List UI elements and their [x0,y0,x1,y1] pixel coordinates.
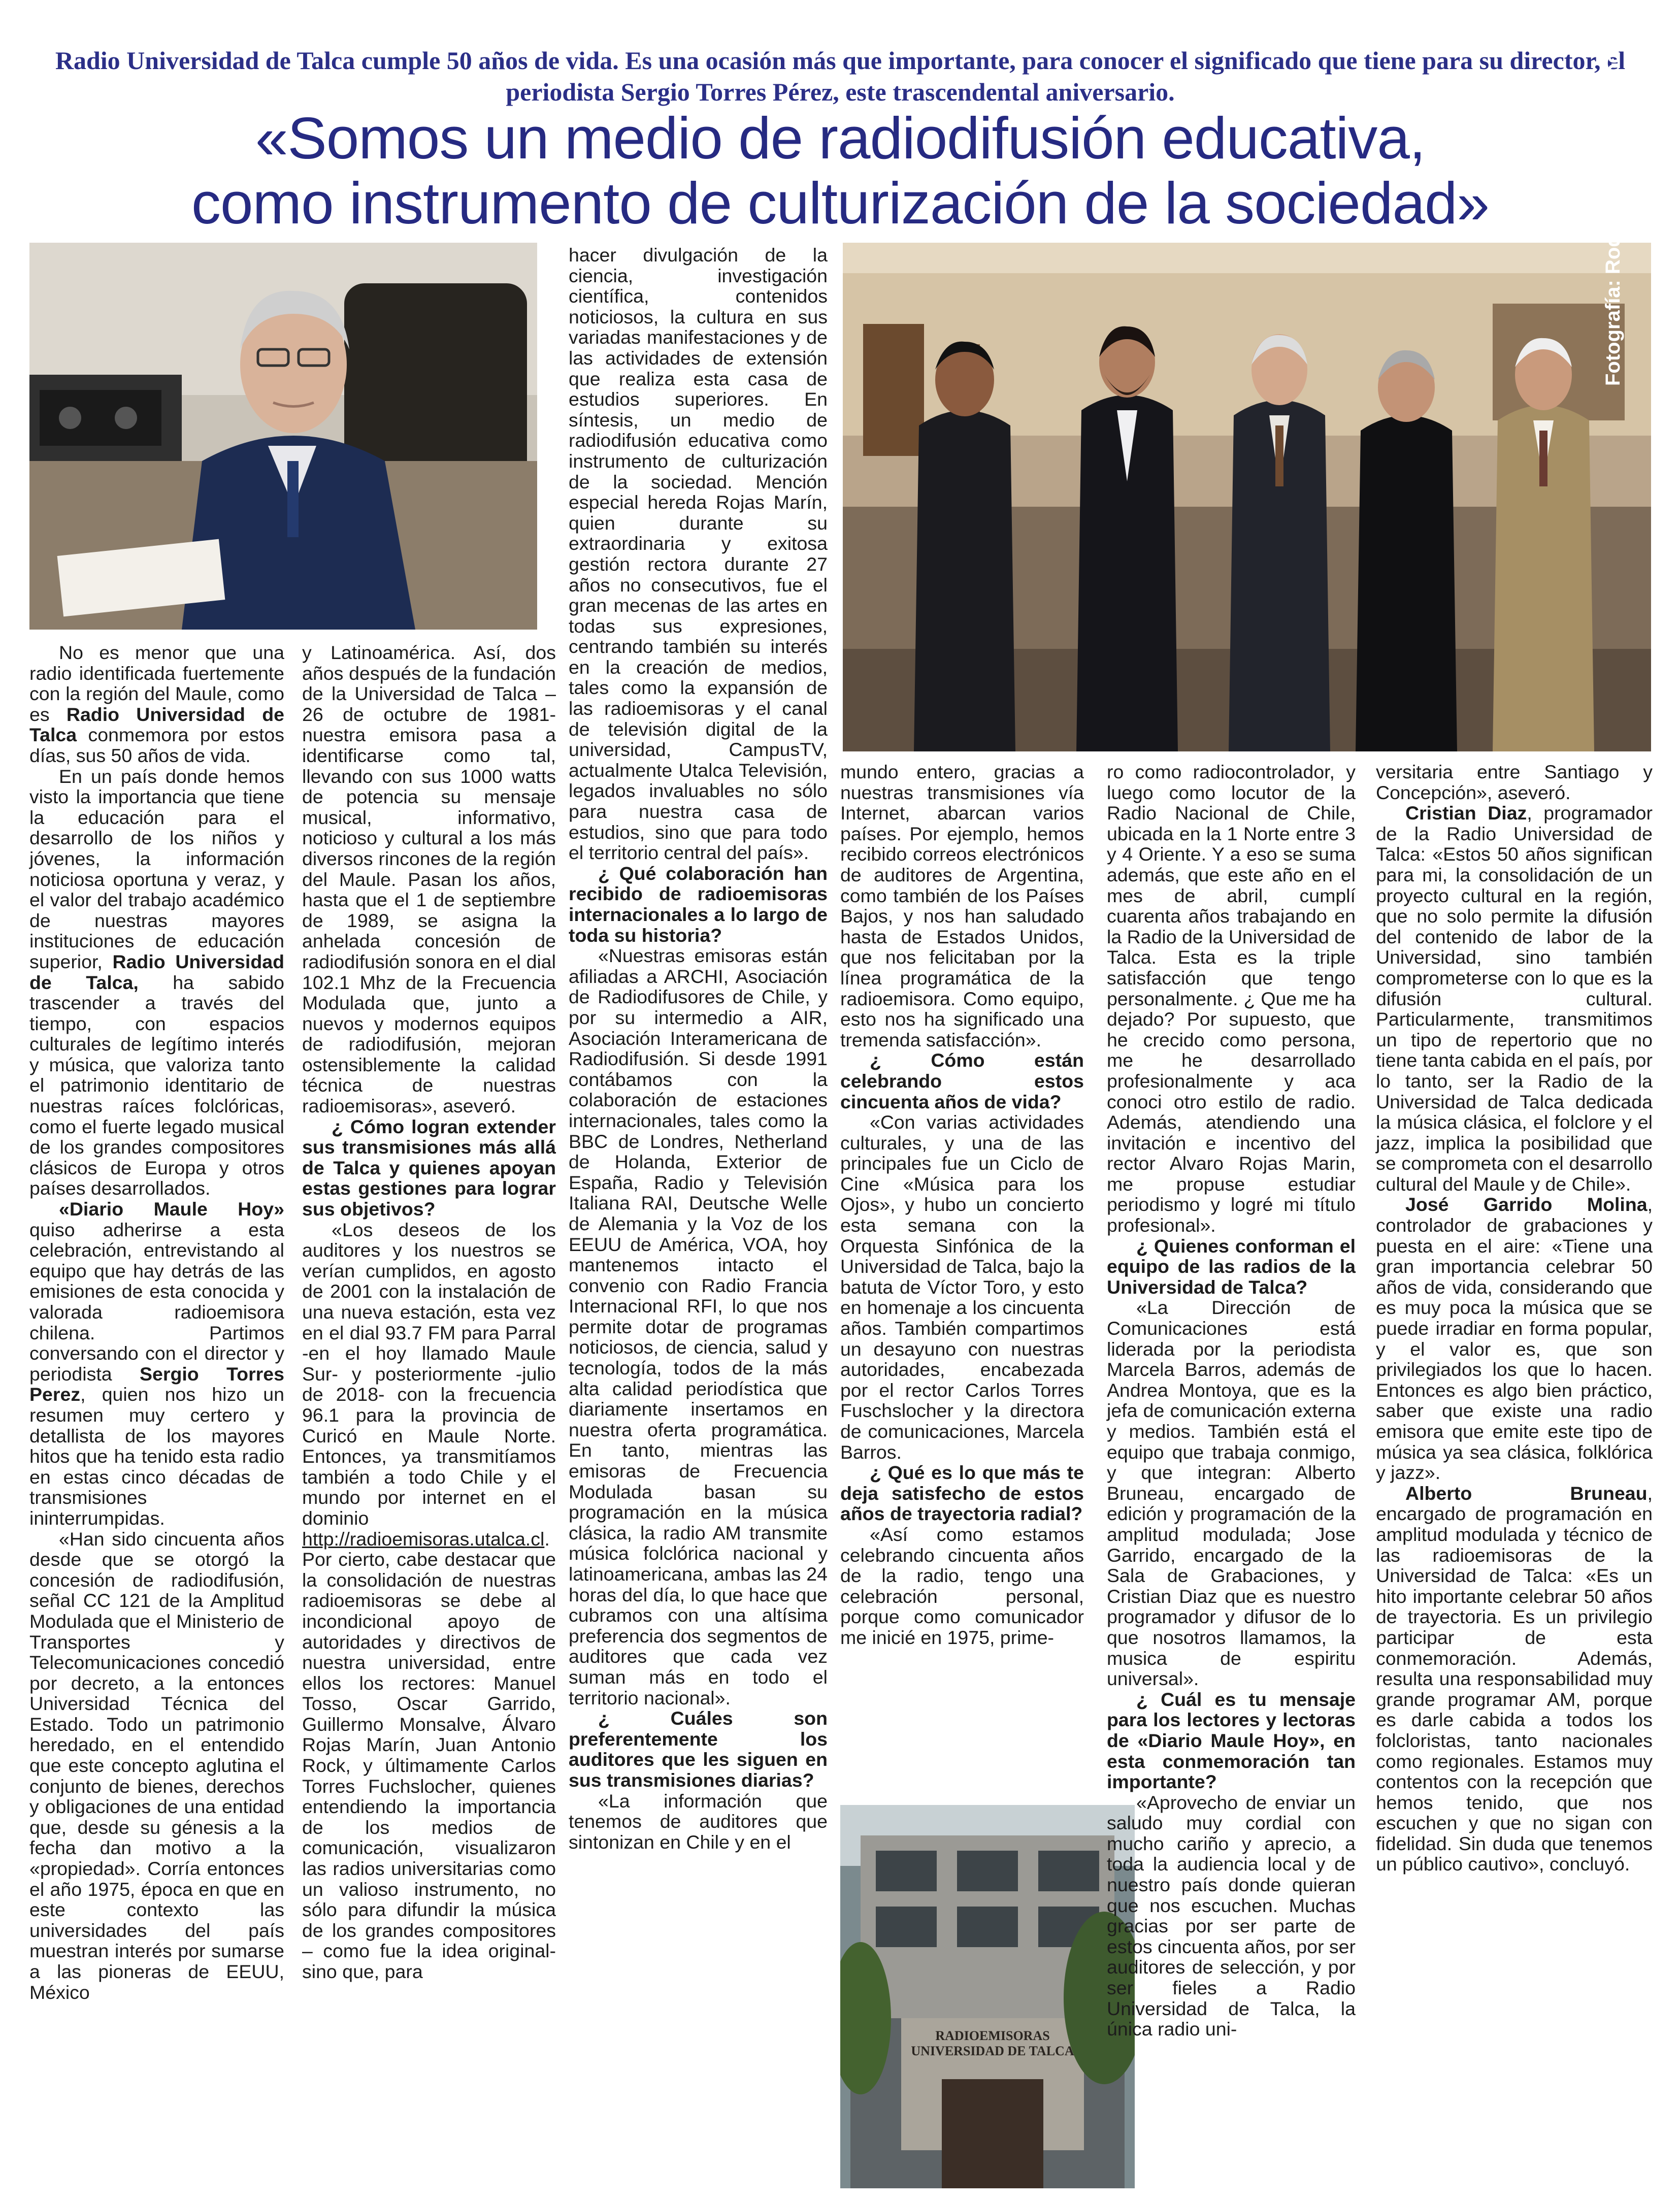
text: , quien nos hizo un resumen muy certero y detallista de los mayores hitos que ha tenido esta radio en estas cinco décadas de transmisiones ininterrumpidas. [29,1384,284,1529]
text: ha sabido trascender a través del tiempo, con espacios culturales de legítimo interés y música, que valoriza tanto el patrimonio identitario de nuestras raíces folclóricas, como el fuerte legado musical de los grandes compositores clásicos de Europa y otros países desarrollados. [29,971,284,1199]
column-4 [840,762,1084,1648]
col4-question-1: ¿ Cómo están celebrando estos cincuenta años de vida? [840,1049,1084,1112]
col1-paragraph-1 [29,642,284,766]
photo-credit: Fotografía: Rodrigo Tapia Hernández [1602,29,1624,386]
building-sign-line-1: RADIOEMISORAS [935,2028,1050,2043]
emphasis: «Diario Maule Hoy» [59,1198,284,1220]
col5-paragraph-1: ro como radiocontrolador, y luego como locutor de la Radio Nacional de Chile, ubicada en la 1 Norte entre 3 y 4 Oriente. Y a eso se suma además, que este año en el mes de abril, cumplí cuarenta años trabajando en la Radio de la Universidad de Talca. Esta es la triple satisfacción que tengo personalmente. ¿ Que me ha dejado? Por supuesto, que he crecido como persona, me he desarrollado profesionalmente y aca conoci otro estilo de radio. Además, atendiendo una invitación e incentivo del rector Alvaro Rojas Marin, me propuse estudiar periodismo y logré mi título profesional». [1107,761,1356,1236]
col6-paragraph-3 [1376,1194,1653,1483]
col3-paragraph-3: «La información que tenemos de auditores que sintonizan en Chile y en el [569,1790,828,1853]
col4-question-2: ¿ Qué es lo que más te deja satisfecho de estos años de trayectoria radial? [840,1462,1084,1525]
col4-paragraph-1: mundo entero, gracias a nuestras transmisiones vía Internet, abarcan varios países. Por ejemplo, hemos recibido correos electrónicos de auditores de Argentina, como también de los Países Bajos, y nos han saludado hasta de Estados Unidos, que nos felicitaban por la línea programática de la radioemisora. Como equipo, esto nos ha significado una tremenda satisfacción». [840,761,1084,1050]
col6-paragraph-2 [1376,803,1653,1194]
col5-paragraph-3: «Aprovecho de enviar un saludo muy cordial con mucho cariño y aprecio, a toda la audiencia local y de nuestro país donde quieran que nos escuchen. Muchas gracias por ser parte de estos cincuenta años, por ser auditores de selección, y por ser fieles a Radio Universidad de Talca, la única radio uni- [1107,1791,1356,2040]
col3-paragraph-1: hacer divulgación de la ciencia, investigación científica, contenidos noticiosos, la cultura en sus variadas manifestaciones y de las actividades de extensión que realiza esta casa de estudios superiores. En síntesis, un medio de radiodifusión educativa como instrumento de culturización de la sociedad. Mención especial hereda Rojas Marín, quien durante su extraordinaria y exitosa gestión rectora durante 27 años no consecutivos, fue el gran mecenas de las artes en todas sus expresiones, centrando también su interés en la creación de medios, tales como la expansión de las radioemisoras y el canal de televisión digital de la universidad, CampusTV, actualmente Utalca Televisión, legados invaluables no sólo para nuestra casa de estudios, sino que para todo el territorio central del país». [569,244,828,864]
col5-paragraph-2: «La Dirección de Comunicaciones está liderada por la periodista Marcela Barros, además de Andrea Montoya, que es la jefa de comunicación externa y medios. También está el equipo que trabaja conmigo, y que integran: Alberto Bruneau, encargado de edición y programación de la amplitud modulada; Jose Garrido, encargado de la Sala de Grabaciones, y Cristian Diaz que es nuestro programador y difusor de lo que nosotros llamamos, la musica de espiritu universal». [1107,1297,1356,1690]
text: , programador de la Radio Universidad de Talca: «Estos 50 años significan para mi, la consolidación de un proyecto cultural en la región, que no solo permite la difusión del contenido de labor de la Universidad, sino también comprometerse con lo que es la difusión cultural. Particularmente, transmitimos un tipo de repertorio que no tiene tanta cabida en el país, por lo tanto, ser la Radio de la Universidad de Talca dedicada la música clásica, el folclore y el jazz, implica la posibilidad que se comprometa con el desarrollo cultural del Maule y de Chile». [1376,802,1653,1195]
group-photo [843,243,1651,751]
headline-line-1: «Somos un medio de radiodifusión educativa, [255,105,1426,171]
col6-paragraph-4 [1376,1483,1653,1875]
col4-paragraph-3: «Así como estamos celebrando cincuenta años de la radio, tengo una celebración personal, porque como comunicador me inicié en 1975, prime- [840,1523,1084,1648]
text: «Los deseos de los auditores y los nuestros se verían cumplidos, en agosto de 2001 con la instalación de una nueva estación, esta vez en el dial 93.7 FM para Parral -en el hoy llamado Maule Sur- y posteriormente -julio de 2018- con la frecuencia 96.1 para la provincia de Curicó en Maule Norte. Entonces, ya transmitíamos también a todo Chile y el mundo por internet en el dominio [302,1219,556,1529]
text: , controlador de grabaciones y puesta en el aire: «Tiene una gran importancia celebrar 50 años de vida, considerando que es muy poca la música que se puede irradiar en forma popular, y el valor es, que son privilegiados los que lo hacen. Entonces es algo bien práctico, saber que existe una radio emisora que emite este tipo de música ya sea clásica, folklórica y jazz». [1376,1194,1653,1484]
col1-paragraph-2 [29,766,284,1199]
col6-paragraph-1: versitaria entre Santiago y Concepción», aseveró. [1376,761,1653,803]
column-1 [29,642,284,2002]
emphasis: Radio Universidad de Talca, [29,950,284,993]
emphasis: Radio Universidad de Talca [29,703,284,746]
headline-line-2: como instrumento de culturización de la sociedad» [191,170,1489,236]
col2-paragraph-1: y Latinoamérica. Así, dos años después de la fundación de la Universidad de Talca – 26 de octubre de 1981- nuestra emisora pasa a identificarse como tal, llevando con sus 1000 watts de potencia su mensaje musical, informativo, noticioso y cultural a los más diversos rincones de la región del Maule. Pasan los años, hasta que el 1 de septiembre de 1989, se asigna la anhelada concesión de radiodifusión sonora en el dial 102.1 Mhz de la Frecuencia Modulada que, junto a nuevos y modernos equipos de radiodifusión, mejoran ostensiblemente la calidad técnica de nuestras radioemisoras», aseveró. [302,642,556,1117]
column-5 [1107,762,1356,2040]
director-photo-illustration [29,243,537,630]
group-photo-illustration [843,243,1651,751]
emphasis: Cristian Diaz [1405,802,1527,824]
text: , encargado de programación en amplitud modulada y técnico de las radioemisoras de la Universidad de Talca: «Es un hito importante celebrar 50 años de trayectoria. Es un privilegio participar de esta conmemoración. Además, resulta una responsabilidad muy grande programar AM, porque es darle cabida a todos los folcloristas, tanto nacionales como regionales. Estamos muy contentos con la recepción que hemos tenido, que nos escuchen y que no sigan con fidelidad. Sin duda que tenemos un público cautivo», concluyó. [1376,1482,1653,1875]
column-6 [1376,762,1653,1875]
article-kicker: Radio Universidad de Talca cumple 50 años de vida. Es una ocasión más que importante, para conocer el significado que tiene para su director, el periodista Sergio Torres Pérez, este trascendental aniversario. [55,46,1626,106]
col1-paragraph-4: «Han sido cincuenta años desde que se otorgó la concesión de radiodifusión, señal CC 121 de la Amplitud Modulada que el Ministerio de Transportes y Telecomunicaciones concedió por decreto, a la entonces Universidad Técnica del Estado. Todo un patrimonio heredado, en el entendido que este concepto aglutina el conjunto de bienes, derechos y obligaciones de una entidad que, desde su génesis a la fecha dan motivo a la «propiedad». Corría entonces el año 1975, época en que en este contexto las universidades del país muestran interés por sumarse a las pioneras de EEUU, México [29,1528,284,2003]
col2-question-1: ¿ Cómo logran extender sus transmisiones más allá de Talca y quienes apoyan estas gestiones para lograr sus objetivos? [302,1115,556,1220]
building-sign [901,2028,1084,2059]
text: No es menor que una radio identificada fuertemente con la región del Maule, como es [29,642,284,725]
col5-question-2: ¿ Cuál es tu mensaje para los lectores y lectoras de «Diario Maule Hoy», en esta conmemoración tan importante? [1107,1688,1356,1793]
emphasis: Sergio Torres Perez [29,1363,284,1405]
column-2 [302,642,556,1982]
col3-paragraph-2: «Nuestras emisoras están afiliadas a ARCHI, Asociación de Radiodifusores de Chile, y por su intermedio a AIR, Asociación Interamericana de Radiodifusión. Si desde 1991 contábamos con la colaboración de estaciones internacionales, tales como la BBC de Londres, Netherland de Holanda, Exterior de España, Radio y Televisión Italiana RAI, Deutsche Welle de Alemania y la Voz de los EEUU de América, VOA, hoy mantenemos intacto el convenio con Radio Francia Internacional RFI, lo que nos permite dotar de programas noticiosos, de ciencia, salud y tecnología, todos de la más alta calidad periodística que diariamente insertamos en nuestra oferta programática. En tanto, mientras las emisoras de Frecuencia Modulada basan su programación en la música clásica, la radio AM transmite música folclórica nacional y latinoamericana, ambas las 24 horas del día, lo que hace que cubramos con una altísima preferencia dos segmentos de auditores que cada vez suman más en todo el territorio nacional». [569,945,828,1709]
building-photo-illustration [840,1805,1135,2188]
col2-paragraph-2 [302,1220,556,1982]
emphasis: Alberto Bruneau [1405,1482,1648,1504]
col1-paragraph-3 [29,1199,284,1529]
col4-paragraph-2: «Con varias actividades culturales, y una de las principales fue un Ciclo de Cine «Música para los Ojos», y hubo un concierto esta semana con la Orquesta Sinfónica de la Universidad de Talca, bajo la batuta de Víctor Toro, y esto en homenaje a los cincuenta años. También compartimos un desayuno con nuestras autoridades, encabezada por el rector Carlos Torres Fuschslocher y la directora de comunicaciones, Marcela Barros. [840,1111,1084,1463]
col3-question-2: ¿ Cuáles son preferentemente los auditores que les siguen en sus transmisiones diarias? [569,1707,828,1791]
column-3 [569,245,828,1852]
text: En un país donde hemos visto la importancia que tiene la educación para el desarrollo de los niños y jóvenes, la información noticiosa oportuna y veraz, y el valor del trabajo académico de nuestras mayores instituciones de educación superior, [29,765,284,972]
text: . Por cierto, cabe destacar que la consolidación de nuestras radioemisoras se debe al incondicional apoyo de autoridades y directivos de nuestra universidad, entre ellos los rectores: Manuel Tosso, Oscar Garrido, Guillermo Monsalve, Álvaro Rojas Marín, Juan Antonio Rock, y últimamente Carlos Torres Fuchslocher, quienes entendiendo la importancia de los medios de comunicación, visualizaron las radios universitarias como un valioso instrumento, no sólo para difundir la música de los grandes compositores – como fue la idea original- sino que, para [302,1528,556,1982]
col3-question-1: ¿ Qué colaboración han recibido de radioemisoras internacionales a lo largo de toda su historia? [569,862,828,946]
building-photo [840,1805,1135,2188]
director-photo [29,243,537,630]
building-sign-line-2: UNIVERSIDAD DE TALCA [911,2044,1074,2058]
text: quiso adherirse a esta celebración, entrevistando al equipo que hay detrás de las emisiones de esta conocida y valorada radioemisora chilena. Partimos conversando con el director y periodista [29,1219,284,1385]
col5-question-1: ¿ Quienes conforman el equipo de las radios de la Universidad de Talca? [1107,1235,1356,1298]
radio-website-link[interactable]: http://radioemisoras.utalca.cl [302,1528,545,1550]
article-headline [30,106,1650,236]
text: conmemora por estos días, sus 50 años de vida. [29,724,284,766]
emphasis: José Garrido Molina [1405,1194,1648,1216]
